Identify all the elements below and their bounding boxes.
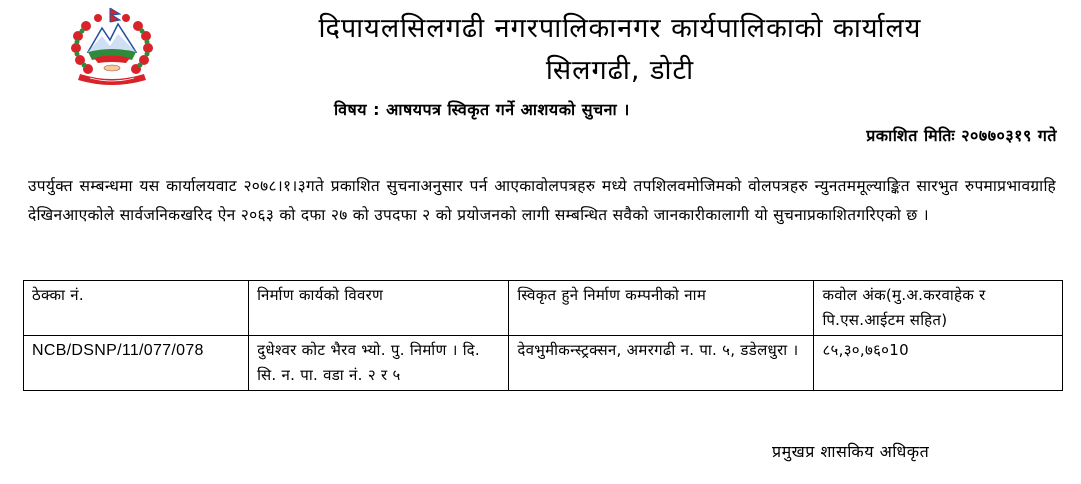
- office-title: दिपायलसिलगढी नगरपालिकानगर कार्यपालिकाको कार्यालय: [318, 13, 922, 44]
- header-amount: कवोल अंक(मु.अ.करवाहेक र पि.एस.आईटम सहित): [814, 281, 1063, 336]
- notice-body: उपर्युक्त सम्बन्धमा यस कार्यालयवाट २०७८।१।३गते प्रकाशित सुचनाअनुसार पर्न आएकावोलपत्रहरु मध्ये तपशिलवमोजिमको वोलपत्रहरु न्युनतममूल्याङ्कित सारभुत रुपमाप्रभावग्राहि देखिनआएकोले सार्वजनिकखरिद ऐन २०६३ को दफा २७ को उपदफा २ को प्रयोजनको लागी सम्बन्धित सवैको जानकारीकालागी यो सुचनाप्रकाशितगरिएको छ ।: [28, 177, 1056, 224]
- header-contract-no: ठेक्का नं.: [24, 281, 249, 336]
- cell-amount: ८५,३०,७६०10: [814, 336, 1063, 391]
- signatory-title: प्रमुखप्र शासकिय अधिकृत: [772, 442, 930, 461]
- tender-table: [23, 280, 1063, 391]
- cell-description: दुधेश्वर कोट भैरव भ्यो. पु. निर्माण । दि. सि. न. पा. वडा नं. २ र ५: [249, 336, 509, 391]
- notice-subject: विषय : आषयपत्र स्विकृत गर्ने आशयको सुचना ।: [334, 100, 630, 119]
- nepal-emblem-icon: [66, 6, 158, 86]
- cell-company: देवभुमीकन्स्ट्रक्सन, अमरगढी न. पा. ५, डडेलधुरा ।: [509, 336, 814, 391]
- table-row: [24, 336, 1063, 391]
- published-date: प्रकाशित मितिः २०७७०३१९ गते: [866, 126, 1057, 145]
- office-location: सिलगढी, डोटी: [545, 55, 695, 86]
- table-header-row: [24, 281, 1063, 336]
- header-company: स्विकृत हुने निर्माण कम्पनीको नाम: [509, 281, 814, 336]
- header-description: निर्माण कार्यको विवरण: [249, 281, 509, 336]
- cell-contract-no: NCB/DSNP/11/077/078: [24, 336, 249, 391]
